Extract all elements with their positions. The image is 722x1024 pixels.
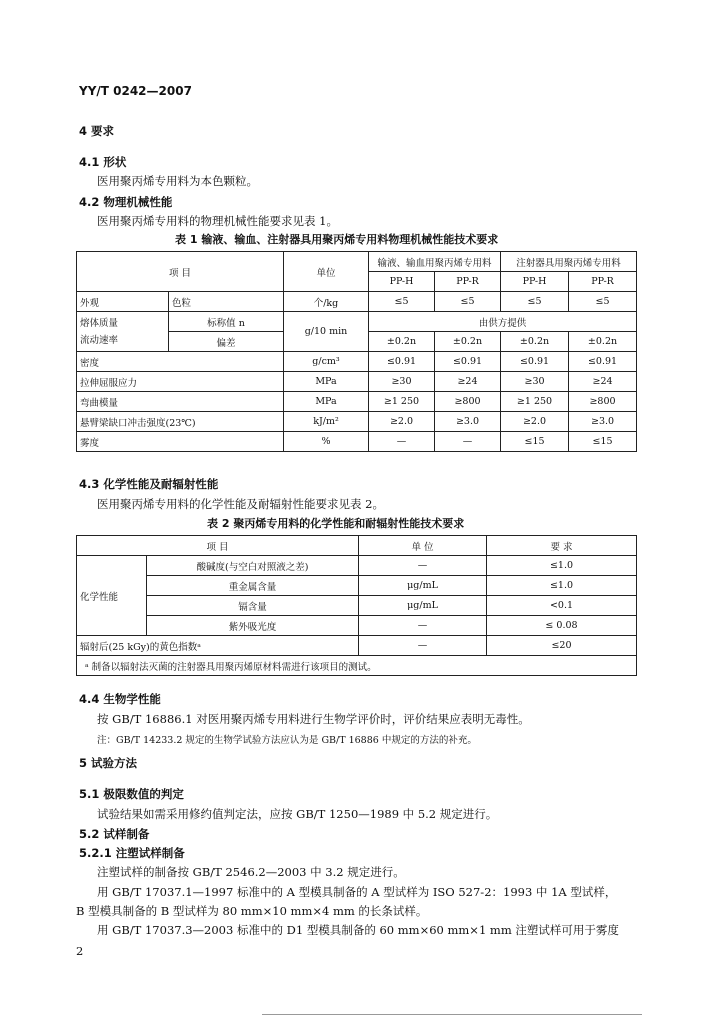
- row-label: 悬臂梁缺口冲击强度(23℃): [77, 412, 284, 432]
- table-2-header-row: [77, 536, 637, 556]
- cell: ≤5: [569, 292, 637, 312]
- table-2-item-header: 项 目: [77, 536, 359, 556]
- table-row: [77, 556, 637, 576]
- section-4-4-heading: 4.4 生物学性能: [79, 692, 161, 706]
- row-sublabel: 标称值 n: [169, 312, 284, 332]
- table-1-item-header: 项 目: [77, 252, 284, 292]
- row-unit: μg/mL: [359, 596, 487, 616]
- cell: ≤15: [501, 432, 569, 452]
- cell: ≥800: [569, 392, 637, 412]
- cell: ≥3.0: [569, 412, 637, 432]
- row-unit: MPa: [284, 392, 369, 412]
- cell: ≤0.91: [501, 352, 569, 372]
- section-4-2-text: 医用聚丙烯专用料的物理机械性能要求见表 1。: [97, 214, 338, 228]
- row-requirement: ≤1.0: [487, 576, 637, 596]
- cell: ±0.2n: [369, 332, 435, 352]
- cell-supplied: 由供方提供: [369, 312, 637, 332]
- row-unit: —: [359, 616, 487, 636]
- cell: ≥1 250: [369, 392, 435, 412]
- cell: ≥2.0: [501, 412, 569, 432]
- table-row: [77, 352, 637, 372]
- row-label: 密度: [77, 352, 284, 372]
- table-2: [76, 535, 637, 676]
- cell: ±0.2n: [435, 332, 501, 352]
- table-row: [77, 412, 637, 432]
- row-unit: kJ/m²: [284, 412, 369, 432]
- section-5-2-1-heading: 5.2.1 注塑试样制备: [79, 846, 185, 860]
- row-sublabel: 色粒: [169, 292, 284, 312]
- table-row: [77, 596, 637, 616]
- row-unit: μg/mL: [359, 576, 487, 596]
- table-1-col-ppr-2: PP-R: [569, 272, 637, 292]
- table-1-col-pph-2: PP-H: [501, 272, 569, 292]
- section-5-2-heading: 5.2 试样制备: [79, 827, 150, 841]
- row-label: 镉含量: [147, 596, 359, 616]
- row-label: 雾度: [77, 432, 284, 452]
- row-label: [77, 312, 169, 352]
- row-requirement: ≤20: [487, 636, 637, 656]
- section-5-1-text: 试验结果如需采用修约值判定法，应按 GB/T 1250—1989 中 5.2 规定进行。: [97, 807, 498, 821]
- cell: ≥800: [435, 392, 501, 412]
- section-5-1-heading: 5.1 极限数值的判定: [79, 787, 184, 801]
- section-4-4-text: 按 GB/T 16886.1 对医用聚丙烯专用料进行生物学评价时，评价结果应表明无毒性。: [97, 712, 530, 726]
- table-1-group1-header: 输液、输血用聚丙烯专用料: [369, 252, 501, 272]
- table-row: [77, 392, 637, 412]
- cell: ≤0.91: [435, 352, 501, 372]
- row-label: 弯曲模量: [77, 392, 284, 412]
- table-2-footnote: ᵃ 制备以辐射法灭菌的注射器具用聚丙烯原材料需进行该项目的测试。: [77, 656, 637, 676]
- cell: ≥1 250: [501, 392, 569, 412]
- section-5-heading: 5 试验方法: [79, 756, 138, 770]
- cell: ≥24: [569, 372, 637, 392]
- table-row: [77, 616, 637, 636]
- row-label: 酸碱度(与空白对照液之差): [147, 556, 359, 576]
- section-5-2-1-para-2b: B 型模具制备的 B 型试样为 80 mm×10 mm×4 mm 的长条试样。: [76, 904, 428, 918]
- table-2-caption: 表 2 聚丙烯专用料的化学性能和耐辐射性能技术要求: [207, 517, 465, 530]
- row-unit: —: [359, 636, 487, 656]
- cell: —: [369, 432, 435, 452]
- row-requirement: ≤ 0.08: [487, 616, 637, 636]
- row-unit: MPa: [284, 372, 369, 392]
- row-label: 重金属含量: [147, 576, 359, 596]
- row-requirement: <0.1: [487, 596, 637, 616]
- row-sublabel: 偏差: [169, 332, 284, 352]
- page-number: 2: [76, 944, 84, 958]
- bottom-scan-line: [262, 1014, 642, 1015]
- table-1-group2-header: 注射器具用聚丙烯专用料: [501, 252, 637, 272]
- row-unit: g/10 min: [284, 312, 369, 352]
- section-5-2-1-para-3: 用 GB/T 17037.3—2003 标准中的 D1 型模具制备的 60 mm×60 mm×1 mm 注塑试样可用于雾度: [97, 923, 619, 937]
- table-1-caption: 表 1 输液、输血、注射器具用聚丙烯专用料物理机械性能技术要求: [175, 233, 499, 246]
- document-id: YY/T 0242—2007: [79, 84, 192, 98]
- table-row: [77, 372, 637, 392]
- section-4-2-heading: 4.2 物理机械性能: [79, 195, 173, 209]
- section-4-4-note: 注：GB/T 14233.2 规定的生物学试验方法应认为是 GB/T 16886 中规定的方法的补充。: [97, 735, 477, 746]
- cell: ≤15: [569, 432, 637, 452]
- row-unit: %: [284, 432, 369, 452]
- row-requirement: ≤1.0: [487, 556, 637, 576]
- cell: ≤5: [435, 292, 501, 312]
- cell: ±0.2n: [501, 332, 569, 352]
- cell: ≤5: [369, 292, 435, 312]
- cell: ≥30: [369, 372, 435, 392]
- section-5-2-1-para-2a: 用 GB/T 17037.1—1997 标准中的 A 型模具制备的 A 型试样为 ISO 527-2：1993 中 1A 型试样，: [97, 885, 617, 899]
- cell: —: [435, 432, 501, 452]
- row-label: 拉伸屈服应力: [77, 372, 284, 392]
- section-4-1-text: 医用聚丙烯专用料为本色颗粒。: [97, 174, 258, 188]
- row-label: 辐射后(25 kGy)的黄色指数ᵃ: [77, 636, 359, 656]
- row-unit: 个/kg: [284, 292, 369, 312]
- cell: ≥24: [435, 372, 501, 392]
- cell: ±0.2n: [569, 332, 637, 352]
- cell: ≤5: [501, 292, 569, 312]
- cell: ≥30: [501, 372, 569, 392]
- cell: ≥2.0: [369, 412, 435, 432]
- row-label: 外观: [77, 292, 169, 312]
- table-row: [77, 312, 637, 332]
- table-1-header-row: [77, 252, 637, 272]
- cell: ≥3.0: [435, 412, 501, 432]
- table-row: [77, 432, 637, 452]
- table-2-unit-header: 单 位: [359, 536, 487, 556]
- section-5-2-1-para-1: 注塑试样的制备按 GB/T 2546.2—2003 中 3.2 规定进行。: [97, 865, 405, 879]
- table-2-req-header: 要 求: [487, 536, 637, 556]
- table-1-unit-header: 单位: [284, 252, 369, 292]
- group-label-chemical: 化学性能: [77, 556, 147, 636]
- table-1-col-ppr-1: PP-R: [435, 272, 501, 292]
- row-label-line-2: 流动速率: [80, 334, 119, 346]
- cell: ≤0.91: [569, 352, 637, 372]
- table-footnote-row: [77, 656, 637, 676]
- row-unit: g/cm³: [284, 352, 369, 372]
- table-1: [76, 251, 637, 452]
- cell: ≤0.91: [369, 352, 435, 372]
- row-label: 紫外吸光度: [147, 616, 359, 636]
- row-unit: —: [359, 556, 487, 576]
- table-1-col-pph-1: PP-H: [369, 272, 435, 292]
- row-label-line-1: 熔体质量: [80, 317, 119, 329]
- section-4-heading: 4 要求: [79, 124, 115, 138]
- section-4-1-heading: 4.1 形状: [79, 155, 127, 169]
- section-4-3-text: 医用聚丙烯专用料的化学性能及耐辐射性能要求见表 2。: [97, 497, 384, 511]
- table-row: [77, 636, 637, 656]
- section-4-3-heading: 4.3 化学性能及耐辐射性能: [79, 477, 219, 491]
- table-row: [77, 576, 637, 596]
- table-row: [77, 292, 637, 312]
